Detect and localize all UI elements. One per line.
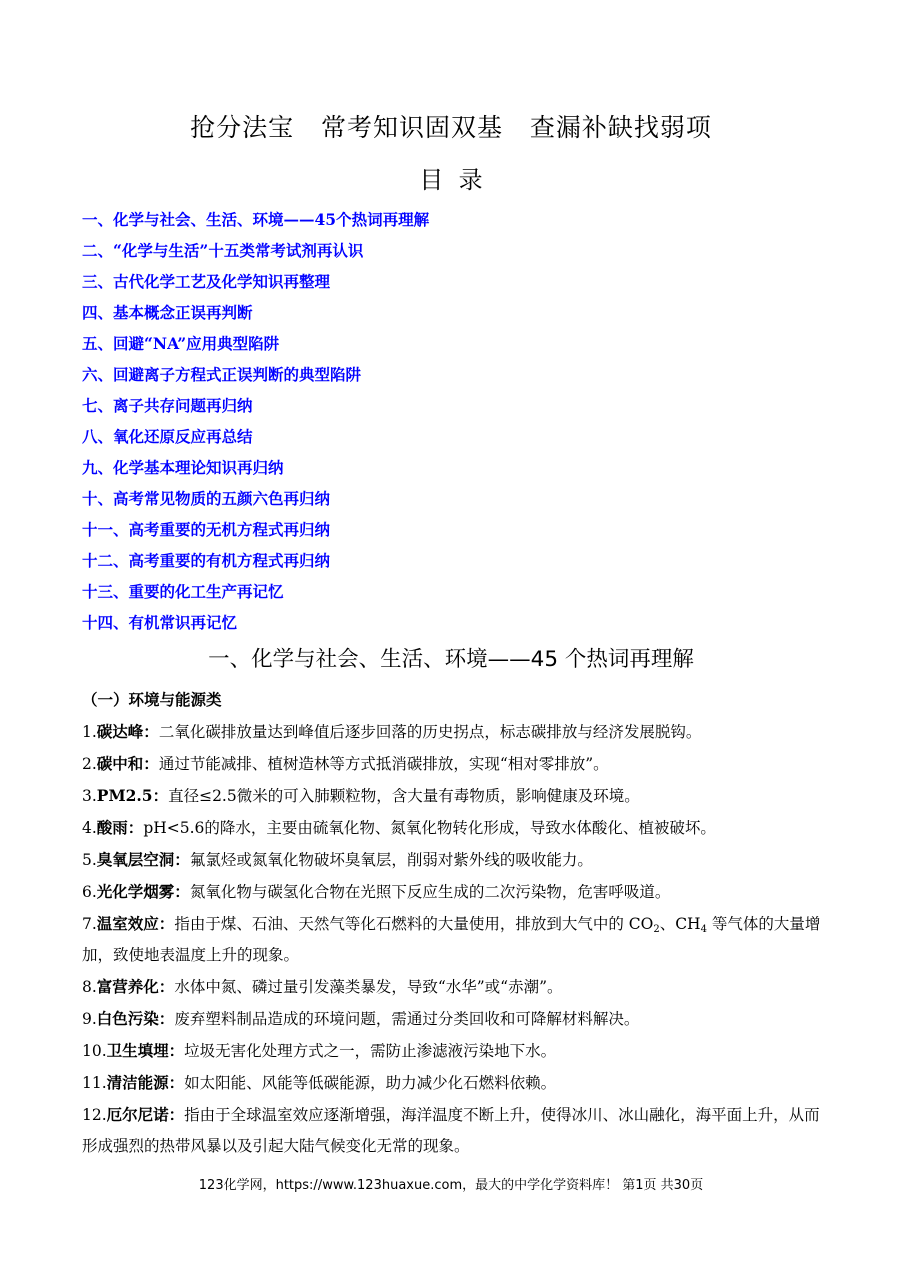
list-item (82, 876, 822, 908)
list-item (82, 1067, 822, 1099)
item-text: 、CH (659, 915, 701, 933)
sub-heading: （一）环境与能源类 (82, 690, 222, 709)
list-item (82, 844, 822, 876)
item-number: 12. (82, 1106, 107, 1124)
item-term: 富营养化： (96, 977, 175, 996)
term-list (82, 716, 822, 1162)
item-term: 厄尔尼诺： (106, 1105, 185, 1124)
item-number: 9. (82, 1010, 97, 1028)
subscript: 4 (700, 924, 707, 935)
toc-link[interactable]: 一、化学与社会、生活、环境——45个热词再理解 (82, 210, 430, 229)
toc-link[interactable]: 十一、高考重要的无机方程式再归纳 (82, 520, 331, 539)
toc-link[interactable]: 五、回避“NA”应用典型陷阱 (82, 334, 280, 353)
toc-link[interactable]: 九、化学基本理论知识再归纳 (82, 458, 284, 477)
item-number: 3. (82, 787, 97, 805)
toc-link[interactable]: 八、氧化还原反应再总结 (82, 427, 253, 446)
list-item (82, 812, 822, 844)
item-text: 氟氯烃或氮氧化物破坏臭氧层，削弱对紫外线的吸收能力。 (189, 851, 593, 869)
list-item (82, 908, 822, 971)
item-term: PM2.5： (96, 786, 169, 805)
item-text: 指由于全球温室效应逐渐增强，海洋温度不断上升，使得冰川、冰山融化，海平面上升，从而形成强烈的热带风暴以及引起大陆气候变化无常的现象。 (82, 1106, 820, 1155)
item-number: 5. (82, 851, 97, 869)
item-text: 废弃塑料制品造成的环境问题，需通过分类回收和可降解材料解决。 (174, 1010, 640, 1028)
section-heading: 一、化学与社会、生活、环境——45 个热词再理解 (208, 647, 694, 672)
list-item (82, 780, 822, 812)
list-item (82, 1099, 822, 1162)
toc-link[interactable]: 三、古代化学工艺及化学知识再整理 (82, 272, 331, 291)
item-term: 白色污染： (96, 1009, 175, 1028)
toc-link[interactable]: 十、高考常见物质的五颜六色再归纳 (82, 489, 331, 508)
list-item (82, 971, 822, 1003)
list-item (82, 716, 822, 748)
item-text: 垃圾无害化处理方式之一，需防止渗滤液污染地下水。 (184, 1042, 557, 1060)
item-number: 4. (82, 819, 97, 837)
item-number: 7. (82, 915, 97, 933)
item-text: 直径≤2.5微米的可入肺颗粒物，含大量有毒物质，影响健康及环境。 (168, 787, 640, 805)
toc-link[interactable]: 六、回避离子方程式正误判断的典型陷阱 (82, 365, 362, 384)
item-text: 氮氧化物与碳氢化合物在光照下反应生成的二次污染物，危害呼吸道。 (189, 883, 671, 901)
item-term: 温室效应： (96, 914, 175, 933)
item-term: 清洁能源： (106, 1073, 185, 1092)
toc-title: 目 录 (419, 166, 483, 194)
item-text: 二氧化碳排放量达到峰值后逐步回落的历史拐点，标志碳排放与经济发展脱钩。 (158, 723, 702, 741)
item-text: pH<5.6的降水，主要由硫氧化物、氮氧化物转化形成，导致水体酸化、植被破坏。 (143, 819, 716, 837)
item-term: 臭氧层空洞： (96, 850, 190, 869)
item-text: 等气体的大量增加，致使地表温度上升的现象。 (82, 915, 821, 964)
list-item (82, 1035, 822, 1067)
toc-link[interactable]: 十二、高考重要的有机方程式再归纳 (82, 551, 331, 570)
item-term: 碳达峰： (96, 722, 159, 741)
list-item (82, 1003, 822, 1035)
item-term: 卫生填埋： (106, 1041, 185, 1060)
item-number: 8. (82, 978, 97, 996)
toc-link[interactable]: 四、基本概念正误再判断 (82, 303, 253, 322)
table-of-contents (82, 204, 429, 638)
toc-link[interactable]: 十四、有机常识再记忆 (82, 613, 238, 632)
item-term: 酸雨： (96, 818, 144, 837)
toc-link[interactable]: 二、“化学与生活”十五类常考试剂再认识 (82, 241, 364, 260)
item-number: 6. (82, 883, 97, 901)
main-title: 抢分法宝 常考知识固双基 查漏补缺找弱项 (190, 113, 712, 142)
page-footer: 123化学网，https://www.123huaxue.com，最大的中学化学资料库！ 第1页 共30页 (198, 1178, 704, 1193)
list-item (82, 748, 822, 780)
subscript: 2 (653, 924, 660, 935)
item-number: 2. (82, 755, 97, 773)
item-term: 碳中和： (96, 754, 159, 773)
item-text: 如太阳能、风能等低碳能源，助力减少化石燃料依赖。 (184, 1074, 557, 1092)
toc-link[interactable]: 七、离子共存问题再归纳 (82, 396, 253, 415)
item-text: 水体中氮、磷过量引发藻类暴发，导致“水华”或“赤潮”。 (174, 978, 563, 996)
item-number: 11. (82, 1074, 107, 1092)
item-number: 1. (82, 723, 97, 741)
toc-link[interactable]: 十三、重要的化工生产再记忆 (82, 582, 284, 601)
item-term: 光化学烟雾： (96, 882, 190, 901)
item-text: 通过节能减排、植树造林等方式抵消碳排放，实现“相对零排放”。 (158, 755, 609, 773)
item-number: 10. (82, 1042, 107, 1060)
item-text: 指由于煤、石油、天然气等化石燃料的大量使用，排放到大气中的 CO (174, 915, 654, 933)
